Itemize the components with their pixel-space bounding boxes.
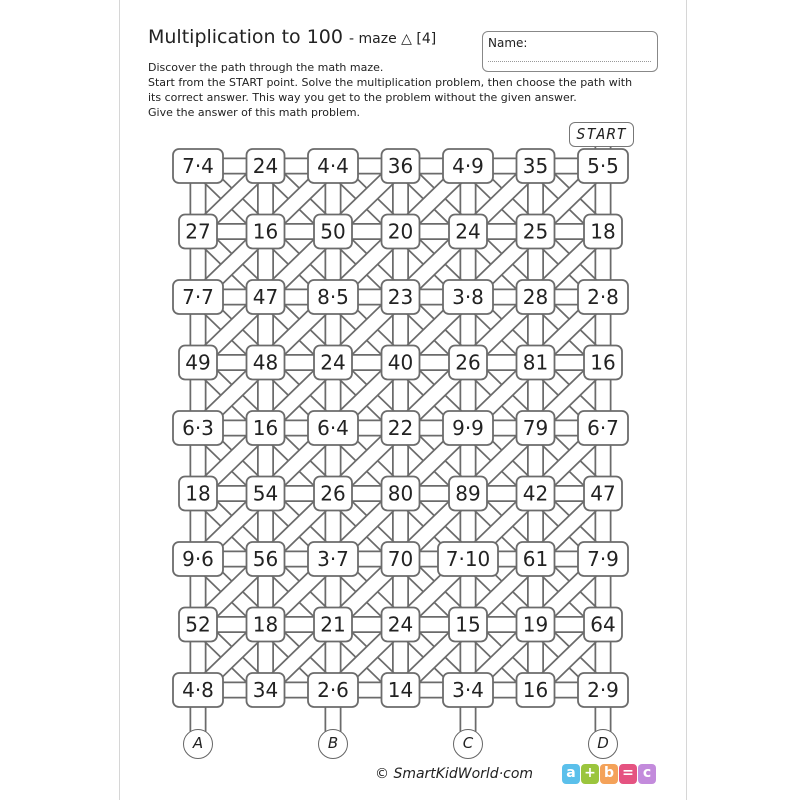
maze-problem-cell[interactable] [578,280,628,314]
maze-problem-cell[interactable] [173,280,223,314]
maze-answer-cell[interactable] [382,411,420,445]
maze-answer-cell[interactable] [517,149,555,183]
cell-value: 7·9 [587,547,619,571]
cell-value: 7·10 [445,547,491,571]
cell-value: 2·6 [317,678,349,702]
cell-value: 20 [387,219,414,244]
maze-problem-cell[interactable] [443,280,493,314]
maze-answer-cell[interactable] [449,608,487,642]
cell-value: 54 [252,481,279,506]
logo-letter-equals: = [619,764,637,784]
cell-value: 56 [252,547,279,571]
maze-answer-cell[interactable] [584,346,622,380]
exit-a[interactable]: A [183,729,213,759]
cell-value: 26 [455,350,481,375]
cell-value: 15 [455,612,481,637]
cell-value: 18 [185,481,211,506]
maze-problem-cell[interactable] [308,280,358,314]
maze-answer-cell[interactable] [449,215,487,249]
name-label: Name: [488,36,528,50]
cell-value: 89 [455,481,481,506]
copyright: © SmartKidWorld·com [375,766,534,782]
cell-value: 14 [387,678,414,702]
maze-answer-cell[interactable] [382,215,420,249]
cell-value: 25 [522,219,549,244]
maze-answer-cell[interactable] [382,673,420,707]
title-text: Multiplication to 100 [148,26,343,48]
maze-answer-cell[interactable] [584,477,622,511]
cell-value: 81 [522,350,549,375]
title-subtitle: - maze △ [4] [349,31,437,47]
maze-answer-cell[interactable] [382,346,420,380]
cell-value: 4·4 [317,154,349,178]
instruction-line-3: its correct answer. This way you get to the problem without the given answer. [148,91,577,104]
maze-answer-cell[interactable] [517,346,555,380]
maze-problem-cell[interactable] [578,149,628,183]
maze-problem-cell[interactable] [443,411,493,445]
cell-value: 24 [455,219,481,244]
logo-letter-a: a [562,764,580,784]
maze-answer-cell[interactable] [517,215,555,249]
cell-value: 7·4 [182,154,214,178]
maze-answer-cell[interactable] [247,477,285,511]
maze-answer-cell[interactable] [314,346,352,380]
maze-answer-cell[interactable] [314,215,352,249]
cell-value: 16 [590,350,616,375]
cell-value: 64 [590,612,616,637]
cell-value: 52 [185,612,211,637]
maze-answer-cell[interactable] [314,477,352,511]
cell-value: 4·8 [182,678,214,702]
cell-value: 28 [522,285,549,309]
maze-answer-cell[interactable] [517,280,555,314]
cell-value: 9·6 [182,547,214,571]
cell-value: 70 [387,547,414,571]
maze-problem-cell[interactable] [173,542,223,576]
maze-answer-cell[interactable] [382,477,420,511]
cell-value: 27 [185,219,211,244]
maze-answer-cell[interactable] [314,608,352,642]
maze-problem-cell[interactable] [578,542,628,576]
maze-answer-cell[interactable] [449,477,487,511]
maze-answer-cell[interactable] [179,346,217,380]
maze-answer-cell[interactable] [247,411,285,445]
cell-value: 2·8 [587,285,619,309]
cell-value: 5·5 [587,154,619,178]
maze-answer-cell[interactable] [179,477,217,511]
cell-value: 61 [522,547,549,571]
logo-letter-plus: + [581,764,599,784]
maze-answer-cell[interactable] [247,280,285,314]
cell-value: 24 [320,350,346,375]
maze-answer-cell[interactable] [247,215,285,249]
cell-value: 3·8 [452,285,484,309]
logo-letter-c: c [638,764,656,784]
cell-value: 4·9 [452,154,484,178]
maze-answer-cell[interactable] [179,215,217,249]
cell-value: 22 [387,416,414,440]
maze-answer-cell[interactable] [584,608,622,642]
maze-problem-cell[interactable] [443,149,493,183]
cell-value: 6·3 [182,416,214,440]
cell-value: 3·4 [452,678,484,702]
exit-b[interactable]: B [318,729,348,759]
cell-value: 49 [185,350,211,375]
cell-value: 36 [387,154,414,178]
maze-answer-cell[interactable] [517,411,555,445]
maze-answer-cell[interactable] [449,346,487,380]
maze-answer-cell[interactable] [247,149,285,183]
cell-value: 3·7 [317,547,349,571]
cell-value: 6·4 [317,416,349,440]
instruction-line-4: Give the answer of this math problem. [148,106,361,119]
cell-value: 9·9 [452,416,484,440]
maze-problem-cell[interactable] [308,673,358,707]
maze-problem-cell[interactable] [173,673,223,707]
instruction-line-2: Start from the START point. Solve the multiplication problem, then choose the path with [148,76,633,89]
maze-answer-cell[interactable] [247,346,285,380]
maze-answer-cell[interactable] [247,608,285,642]
instruction-line-1: Discover the path through the math maze. [148,61,384,74]
maze-problem-cell[interactable] [308,411,358,445]
maze-answer-cell[interactable] [517,542,555,576]
maze-answer-cell[interactable] [179,608,217,642]
cell-value: 8·5 [317,285,349,309]
exit-c[interactable]: C [453,729,483,759]
cell-value: 19 [522,612,549,637]
cell-value: 16 [252,219,279,244]
cell-value: 34 [252,678,279,702]
maze-answer-cell[interactable] [584,215,622,249]
start-label: START [569,122,634,147]
cell-value: 6·7 [587,416,619,440]
cell-value: 80 [387,481,414,506]
maze-answer-cell[interactable] [382,149,420,183]
maze-answer-cell[interactable] [382,608,420,642]
maze-problem-cell[interactable] [308,542,358,576]
maze-answer-cell[interactable] [517,673,555,707]
maze-answer-cell[interactable] [517,477,555,511]
maze-answer-cell[interactable] [382,542,420,576]
cell-value: 18 [590,219,616,244]
maze-problem-cell[interactable] [443,673,493,707]
maze-problem-cell[interactable] [173,411,223,445]
cell-value: 47 [590,481,616,506]
cell-value: 24 [252,154,279,178]
cell-value: 18 [252,612,279,637]
cell-value: 79 [522,416,549,440]
cell-value: 16 [522,678,549,702]
maze-problem-cell[interactable] [173,149,223,183]
cell-value: 2·9 [587,678,619,702]
maze-problem-cell[interactable] [578,411,628,445]
cell-value: 50 [320,219,346,244]
cell-value: 23 [387,285,414,309]
maze-answer-cell[interactable] [382,280,420,314]
maze-answer-cell[interactable] [247,673,285,707]
cell-value: 26 [320,481,346,506]
cell-value: 35 [522,154,549,178]
maze-problem-cell[interactable] [438,542,498,576]
maze-problem-cell[interactable] [578,673,628,707]
cell-value: 24 [387,612,414,637]
exit-d[interactable]: D [588,729,618,759]
cell-value: 47 [252,285,279,309]
cell-value: 7·7 [182,285,214,309]
maze-answer-cell[interactable] [517,608,555,642]
cell-value: 42 [522,481,549,506]
cell-value: 48 [252,350,279,375]
maze-problem-cell[interactable] [308,149,358,183]
cell-value: 16 [252,416,279,440]
cell-value: 21 [320,612,346,637]
logo-letter-b: b [600,764,618,784]
cell-value: 40 [387,350,414,375]
maze-answer-cell[interactable] [247,542,285,576]
